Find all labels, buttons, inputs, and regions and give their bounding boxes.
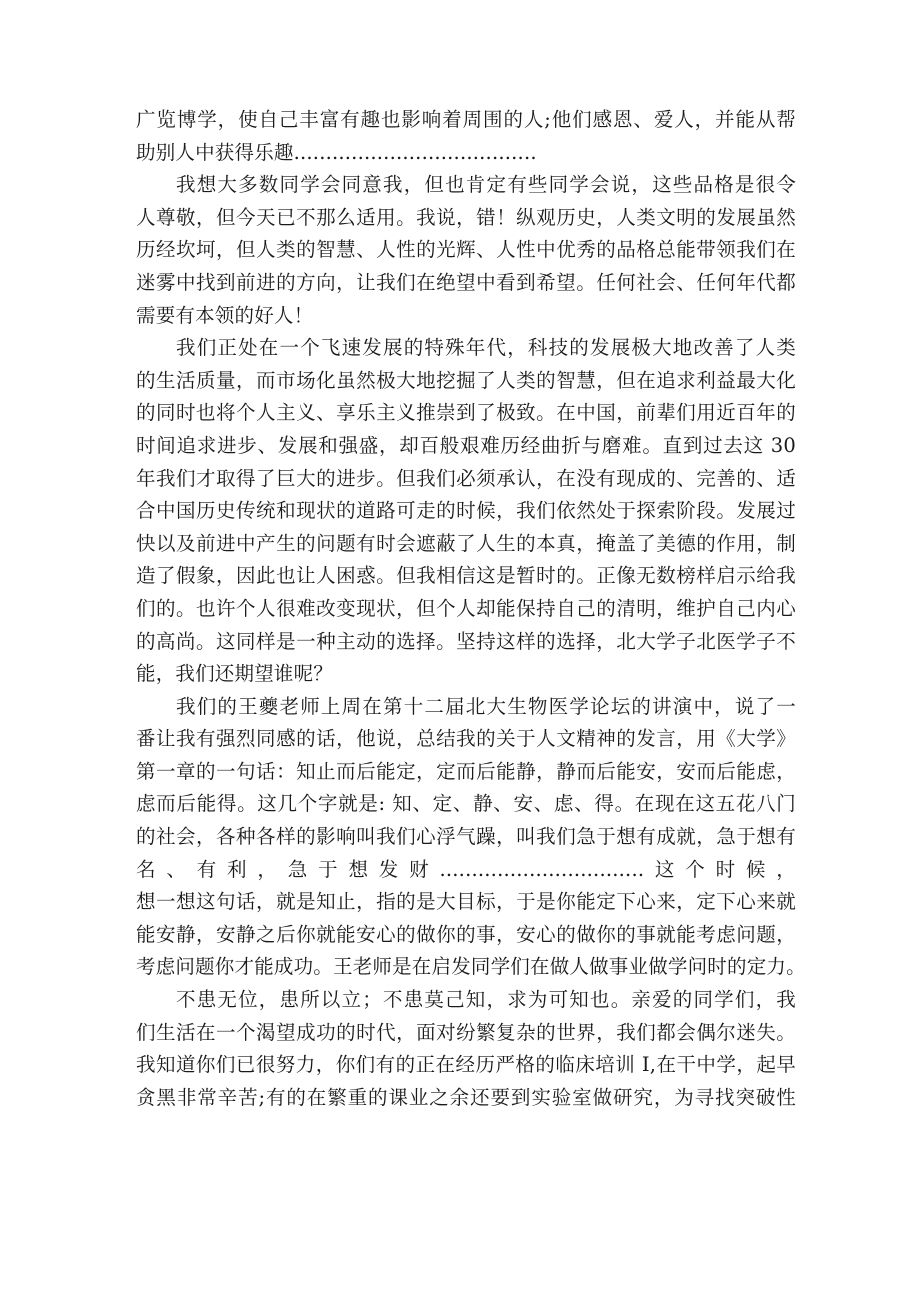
text-line: 年我们才取得了巨大的进步。但我们必须承认，在没有现成的、完善的、适 [136,466,796,490]
paragraph [136,691,806,984]
text-line: 迷雾中找到前进的方向，让我们在绝望中看到希望。任何社会、任何年代都 [136,270,796,294]
text-line: 们生活在一个渴望成功的时代，面对纷繁复杂的世界，我们都会偶尔迷失。 [136,1020,796,1044]
text-line: 我知道你们已很努力，你们有的正在经历严格的临床培训 I,在干中学，起早 [136,1053,796,1077]
paragraph [136,104,796,169]
text-line: 我们的王夔老师上周在第十二届北大生物医学论坛的讲演中，说了一 [176,694,796,718]
paragraph [136,984,796,1114]
text-line: 助别人中获得乐趣...................................... [136,140,537,164]
text-line: 名、有利，急于想发财................................这个时候， [136,857,796,881]
text-line: 能安静，安静之后你就能安心的做你的事，安心的做你的事就能考虑问题， [136,922,796,946]
text-line: 时间追求进步、发展和强盛，却百般艰难历经曲折与磨难。直到过去这 30 [136,433,796,457]
text-line: 不患无位，患所以立；不患莫己知，求为可知也。亲爱的同学们，我 [176,988,796,1012]
text-line: 虑而后能得。这几个字就是: 知、定、静、安、虑、得。在现在这五花八门 [136,792,796,816]
text-line: 的高尚。这同样是一种主动的选择。坚持这样的选择，北大学子北医学子不 [136,629,796,653]
text-line: 历经坎坷，但人类的智慧、人性的光辉、人性中优秀的品格总能带领我们在 [136,238,796,262]
document-page [136,104,806,1114]
text-line: 考虑问题你才能成功。王老师是在启发同学们在做人做事业做学问时的定力。 [136,955,806,979]
text-line: 们的。也许个人很难改变现状，但个人却能保持自己的清明，维护自己内心 [136,596,796,620]
text-line: 第一章的一句话：知止而后能定，定而后能静，静而后能安，安而后能虑， [136,759,796,783]
text-line: 合中国历史传统和现状的道路可走的时候，我们依然处于探索阶段。发展过 [136,499,796,523]
text-line: 的社会，各种各样的影响叫我们心浮气躁，叫我们急于想有成就，急于想有 [136,825,796,849]
text-line: 能，我们还期望谁呢？ [136,662,334,686]
text-line: 贪黑非常辛苦;有的在繁重的课业之余还要到实验室做研究，为寻找突破性 [136,1085,796,1109]
paragraph [136,169,796,332]
text-line: 造了假象，因此也让人困惑。但我相信这是暂时的。正像无数榜样启示给我 [136,564,796,588]
text-line: 广览博学，使自己丰富有趣也影响着周围的人;他们感恩、爱人，并能从帮 [136,108,796,131]
paragraph [136,332,796,691]
text-line: 番让我有强烈同感的话，他说，总结我的关于人文精神的发言，用《大学》 [136,727,796,751]
text-line: 人尊敬，但今天已不那么适用。我说，错！纵观历史，人类文明的发展虽然 [136,205,796,229]
text-line: 想一想这句话，就是知止，指的是大目标，于是你能定下心来，定下心来就 [136,890,796,914]
text-line: 需要有本领的好人！ [136,303,314,327]
text-line: 我想大多数同学会同意我，但也肯定有些同学会说，这些品格是很令 [176,173,796,197]
text-line: 的生活质量，而市场化虽然极大地挖掘了人类的智慧，但在追求利益最大化 [136,368,796,392]
text-line: 快以及前进中产生的问题有时会遮蔽了人生的本真，掩盖了美德的作用，制 [136,531,796,555]
text-line: 我们正处在一个飞速发展的特殊年代，科技的发展极大地改善了人类 [176,336,796,360]
text-line: 的同时也将个人主义、享乐主义推崇到了极致。在中国，前辈们用近百年的 [136,401,796,425]
